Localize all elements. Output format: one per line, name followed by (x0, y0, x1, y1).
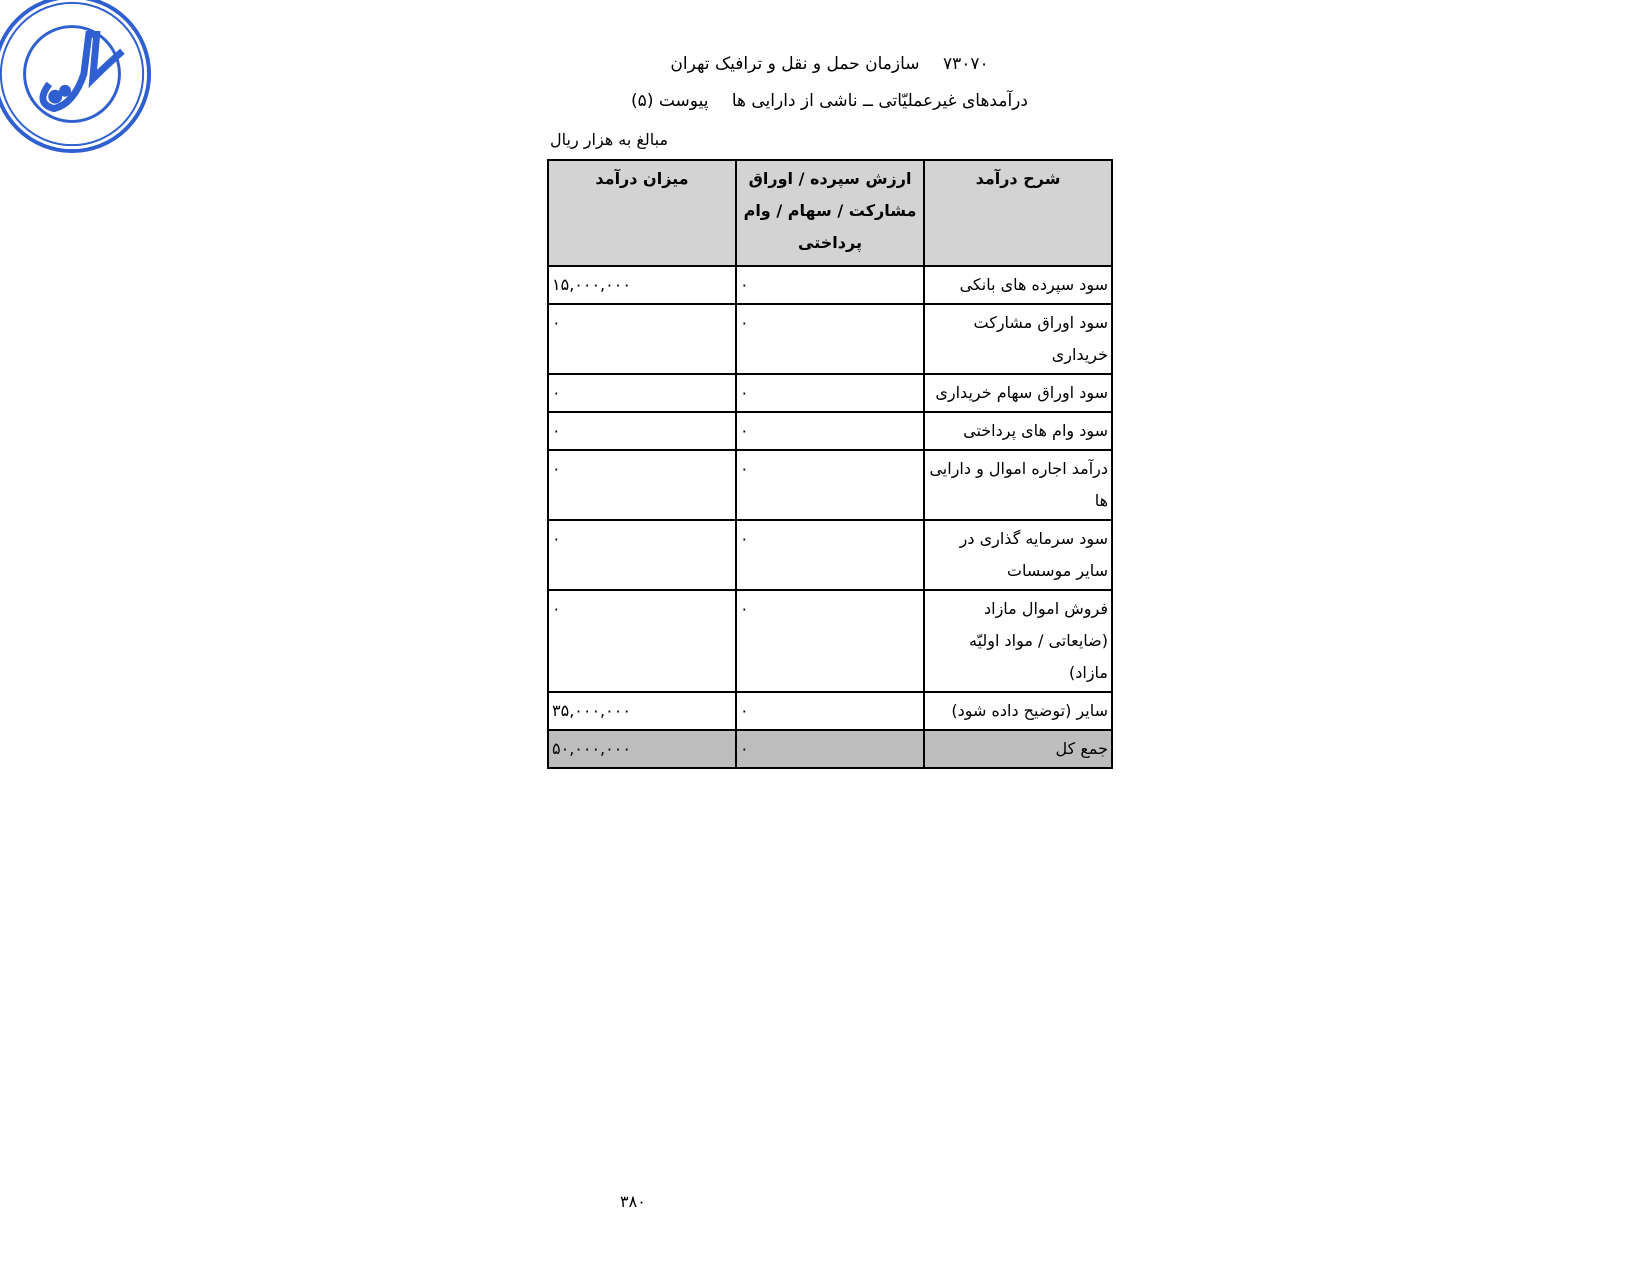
row-income: ۰ (548, 304, 736, 374)
row-description: سود سرمایه گذاری در سایر موسسات (924, 520, 1112, 590)
row-income: ۳۵,۰۰۰,۰۰۰ (548, 692, 736, 730)
row-description: سود اوراق سهام خریداری (924, 374, 1112, 412)
row-asset-value: ۰ (736, 692, 924, 730)
total-income: ۵۰,۰۰۰,۰۰۰ (548, 730, 736, 768)
row-income: ۱۵,۰۰۰,۰۰۰ (548, 266, 736, 304)
table-row (548, 304, 1112, 374)
row-description: سود سپرده های بانکی (924, 266, 1112, 304)
row-asset-value: ۰ (736, 374, 924, 412)
page-number: ۳۸۰ (620, 1192, 646, 1211)
column-header-income-amount: میزان درآمد (548, 160, 736, 266)
table-header-row (548, 160, 1112, 266)
row-income: ۰ (548, 412, 736, 450)
column-header-description: شرح درآمد (924, 160, 1112, 266)
row-income: ۰ (548, 520, 736, 590)
row-asset-value: ۰ (736, 520, 924, 590)
table-row (548, 374, 1112, 412)
total-asset-value: ۰ (736, 730, 924, 768)
document-title (547, 54, 1112, 74)
total-label: جمع کل (924, 730, 1112, 768)
row-asset-value: ۰ (736, 412, 924, 450)
row-description: درآمد اجاره اموال و دارایی ها (924, 450, 1112, 520)
row-asset-value: ۰ (736, 450, 924, 520)
table-total-row (548, 730, 1112, 768)
row-income: ۰ (548, 374, 736, 412)
row-asset-value: ۰ (736, 304, 924, 374)
table-row (548, 590, 1112, 692)
official-seal-stamp (0, 0, 156, 158)
table-row (548, 266, 1112, 304)
org-code: ۷۳۰۷۰ (942, 54, 989, 74)
subtitle-text: درآمدهای غیرعملیّاتی ــ ناشی از دارایی ها (731, 91, 1028, 111)
income-table (547, 159, 1113, 769)
table-row (548, 450, 1112, 520)
table-row (548, 692, 1112, 730)
row-description: فروش اموال مازاد (ضایعاتی / مواد اولیّه مازاد) (924, 590, 1112, 692)
row-asset-value: ۰ (736, 590, 924, 692)
row-income: ۰ (548, 450, 736, 520)
row-income: ۰ (548, 590, 736, 692)
currency-unit-note: مبالغ به هزار ریال (550, 130, 669, 149)
table-row (548, 520, 1112, 590)
column-header-asset-value: ارزش سپرده / اوراق مشارکت / سهام / وام پرداختی (736, 160, 924, 266)
row-description: سود اوراق مشارکت خریداری (924, 304, 1112, 374)
annex-label: پیوست (۵) (631, 91, 709, 111)
table-row (548, 412, 1112, 450)
row-asset-value: ۰ (736, 266, 924, 304)
row-description: سایر (توضیح داده شود) (924, 692, 1112, 730)
row-description: سود وام های پرداختی (924, 412, 1112, 450)
org-name: سازمان حمل و نقل و ترافیک تهران (670, 54, 920, 74)
document-subtitle (547, 91, 1112, 111)
